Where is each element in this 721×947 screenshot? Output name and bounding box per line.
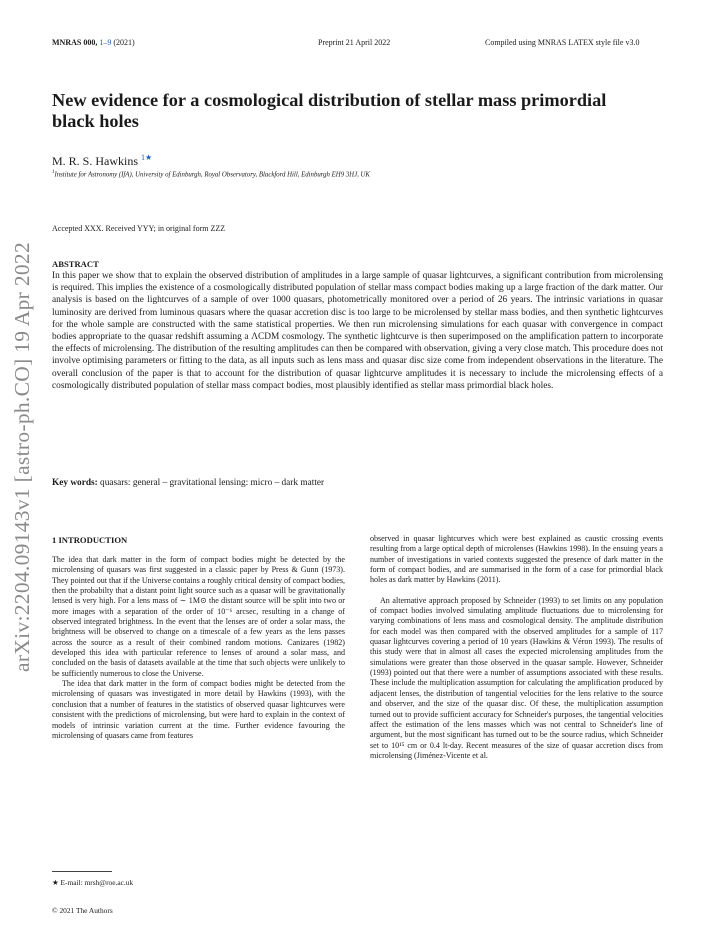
right-column [370, 534, 663, 761]
paragraph: The idea that dark matter in the form of compact bodies might be detected from the microlensing of quasars was investigated in more detail by Hawkins (1993), with the conclusion that a number of features in the statistics of observed quasar lightcurves were consistent with the predictions of microlensing, but were hard to explain in the context of models of intrinsic variation current at the time. Further evidence favouring the microlensing of quasars came from features [52, 679, 345, 740]
footnote-rule [52, 871, 112, 872]
copyright: © 2021 The Authors [52, 906, 113, 915]
paragraph: observed in quasar lightcurves which were best explained as caustic crossing events resulting from a large optical depth of microlenses (Hawkins 1998). In the ensuing years a number of investigations in varied contexts suggested the presence of dark matter in the form of compact bodies, and are summarised in the form of a case for primordial black holes as dark matter by Hawkins (2011). [370, 534, 663, 585]
abstract-heading: ABSTRACT [52, 259, 99, 269]
paragraph: An alternative approach proposed by Schneider (1993) to set limits on any population of compact bodies involved simulating amplitude fluctuations due to microlensing for varying combinations of lens mass and cosmological density. The amplitude distribution for each model was then compared with the observed amplitudes for a sample of 117 quasar lightcurves covering a period of 10 years (Hawkins & Véron 1993). The results of this study were that in almost all cases the expected microlensing amplitudes from the simulations were greater than those observed in the quasar sample. However, Schneider (1993) pointed out that there were a number of assumptions associated with these results. These include the multiplication assumption for calculating the amplification produced by adjacent lenses, the distribution of tangential velocities for the lens relative to the source and observer, and the size of the quasar disc. Of these, the multiplication assumption turned out to provide sufficient accuracy for Schneider's purposes, the tangential velocities affect the estimation of the lens masses which was not central to Schneider's line of argument, but the most significant has turned out to be the source radius, which Schneider set to 10¹⁵ cm or 0.4 lt-day. Recent measures of the size of quasar accretion discs from microlensing (Jiménez-Vicente et al. [370, 595, 663, 760]
paper-title: New evidence for a cosmological distribution of stellar mass primordial black holes [52, 90, 607, 131]
preprint-date: Preprint 21 April 2022 [318, 38, 391, 47]
left-column [52, 555, 345, 741]
compiled-note: Compiled using MNRAS LATEX style file v3.0 [485, 38, 640, 47]
paragraph: The idea that dark matter in the form of compact bodies might be detected by the microlensing of quasars was first suggested in a classic paper by Press & Gunn (1973). They pointed out that if the Universe contains a roughly critical density of compact bodies, then the probabilty that a distant point light source such as a quasar will be gravitationally lensed is very high. For a lens mass of ∼ 1M⊙ the distant source will be split into two or more images with a separation of the order of 10⁻⁶ arcsec, resulting in a change of observed integrated brightness. In the event that the lenses are of order a solar mass, the brightness will be observed to change on a timescale of a few years as the lens passes across the source as a result of their combined random motions. Canizares (1982) developed this idea with particular reference to lenses of around a solar mass, and concluded on the basis of datasets available at the time that such objects were unlikely to be sufficiently numerous to close the Universe. [52, 555, 345, 678]
keywords [52, 478, 663, 488]
author-line [52, 153, 152, 169]
section-heading: 1 INTRODUCTION [52, 535, 128, 545]
pages-link[interactable]: 1–9 [99, 38, 112, 47]
footnote-email: ★ E-mail: mrsh@roe.ac.uk [52, 878, 134, 887]
affiliation: $^1$Institute for Astronomy (IfA), University of Edinburgh, Royal Observatory, Blackford Hill, Edinburgh EH9 3HJ, UK [52, 170, 370, 179]
running-header-journal: MNRAS 000, 1–9 (2021) [52, 38, 135, 47]
arxiv-stamp: arXiv:2204.09143v1 [astro-ph.CO] 19 Apr 2022 [10, 241, 34, 672]
accepted-line: Accepted XXX. Received YYY; in original form ZZZ [52, 224, 226, 233]
keywords-label: Key words: [52, 478, 98, 488]
keywords-list: quasars: general – gravitational lensing: micro – dark matter [97, 478, 325, 488]
author-name: M. R. S. Hawkins [52, 154, 139, 168]
abstract-body: In this paper we show that to explain the observed distribution of amplitudes in a large sample of quasar lightcurves, a significant contribution from microlensing is required. This implies the existence of a cosmologically distributed population of stellar mass compact bodies making up a large fraction of the dark matter. Our analysis is based on the lightcurves of a sample of over 1000 quasars, photometrically monitored over a period of 26 years. The intrinsic variations in quasar luminosity are derived from luminous quasars where the quasar accretion disc is too large to be microlensed by stellar mass bodies, and then synthetic lightcurves for the whole sample are constructed with the same statistical properties. We then run microlensing simulations for each quasar with convergence in compact bodies appropriate to the quasar redshift assuming a ΛCDM cosmology. The synthetic lightcurve is then superimposed on the amplification pattern to incorporate the effects of microlensing. The distribution of the resulting amplitudes can then be compared with observation, giving a very close match. This procedure does not involve optimising parameters or fitting to the data, as all inputs such as lens mass and quasar disc size come from independent observations in the literature. The overall conclusion of the paper is that to account for the distribution of quasar lightcurve amplitudes it is necessary to include the microlensing effects of a cosmologically distributed population of stellar mass compact bodies, most plausibly identified as stellar mass primordial black holes. [52, 271, 663, 391]
author-footnote-mark[interactable]: 1★ [141, 153, 153, 162]
